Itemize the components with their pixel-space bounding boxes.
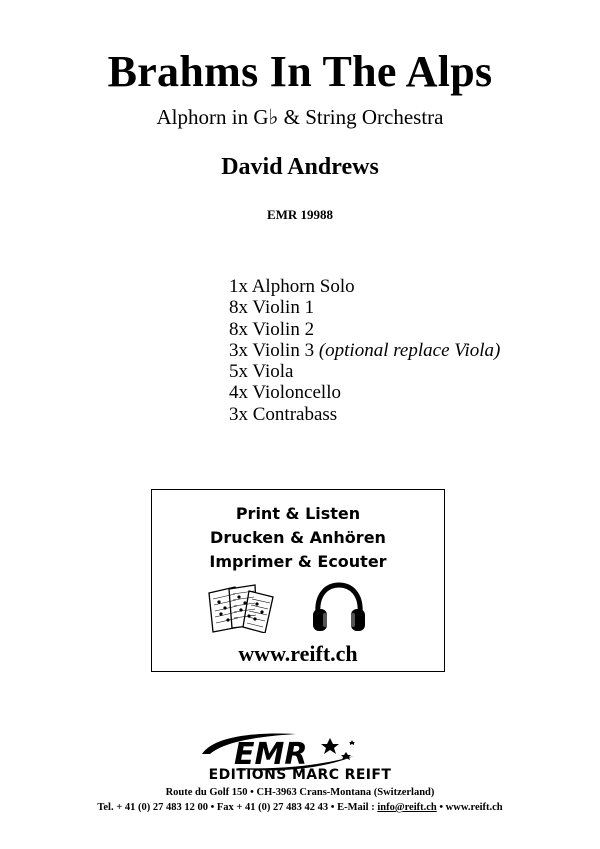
instrument-item: 8x Violin 1 bbox=[229, 297, 315, 319]
catalog-number: EMR 19988 bbox=[266, 207, 334, 222]
instrument-item: 8x Violin 2 bbox=[229, 318, 315, 340]
composer-name: David Andrews bbox=[221, 154, 379, 180]
promo-line-english: Print & Listen bbox=[235, 504, 361, 523]
page-title: Brahms In The Alps bbox=[107, 47, 493, 96]
publisher-contact: Tel. + 41 (0) 27 483 12 00 • Fax + 41 (0) 27 483 42 43 • E-Mail : info@reift.ch • www.reift.ch bbox=[97, 802, 503, 813]
email-link[interactable]: info@reift.ch bbox=[377, 802, 437, 813]
instrumentation-list bbox=[229, 276, 500, 425]
instrument-item: 1x Alphorn Solo bbox=[229, 276, 355, 297]
instrument-item: 3x Contrabass bbox=[229, 403, 338, 425]
instrument-item: 5x Viola bbox=[229, 361, 294, 383]
publisher-name: EDITIONS MARC REIFT bbox=[208, 767, 392, 783]
publisher-address: Route du Golf 150 • CH-3963 Crans-Montana (Switzerland) bbox=[165, 787, 435, 798]
headphones-icon bbox=[310, 581, 368, 633]
instrument-item: 3x Violin 3 (optional replace Viola) bbox=[229, 339, 501, 361]
website-url: www.reift.ch bbox=[238, 641, 358, 666]
instrument-note: (optional replace Viola) bbox=[318, 339, 501, 361]
promo-line-german: Drucken & Anhören bbox=[210, 528, 386, 547]
instrument-item: 4x Violoncello bbox=[229, 382, 341, 404]
subtitle: Alphorn in G♭ & String Orchestra bbox=[156, 105, 444, 129]
promo-line-french: Imprimer & Ecouter bbox=[209, 552, 387, 571]
print-listen-box bbox=[151, 489, 445, 672]
sheet-music-icon bbox=[205, 583, 277, 633]
logo-text: EMR bbox=[234, 737, 308, 772]
